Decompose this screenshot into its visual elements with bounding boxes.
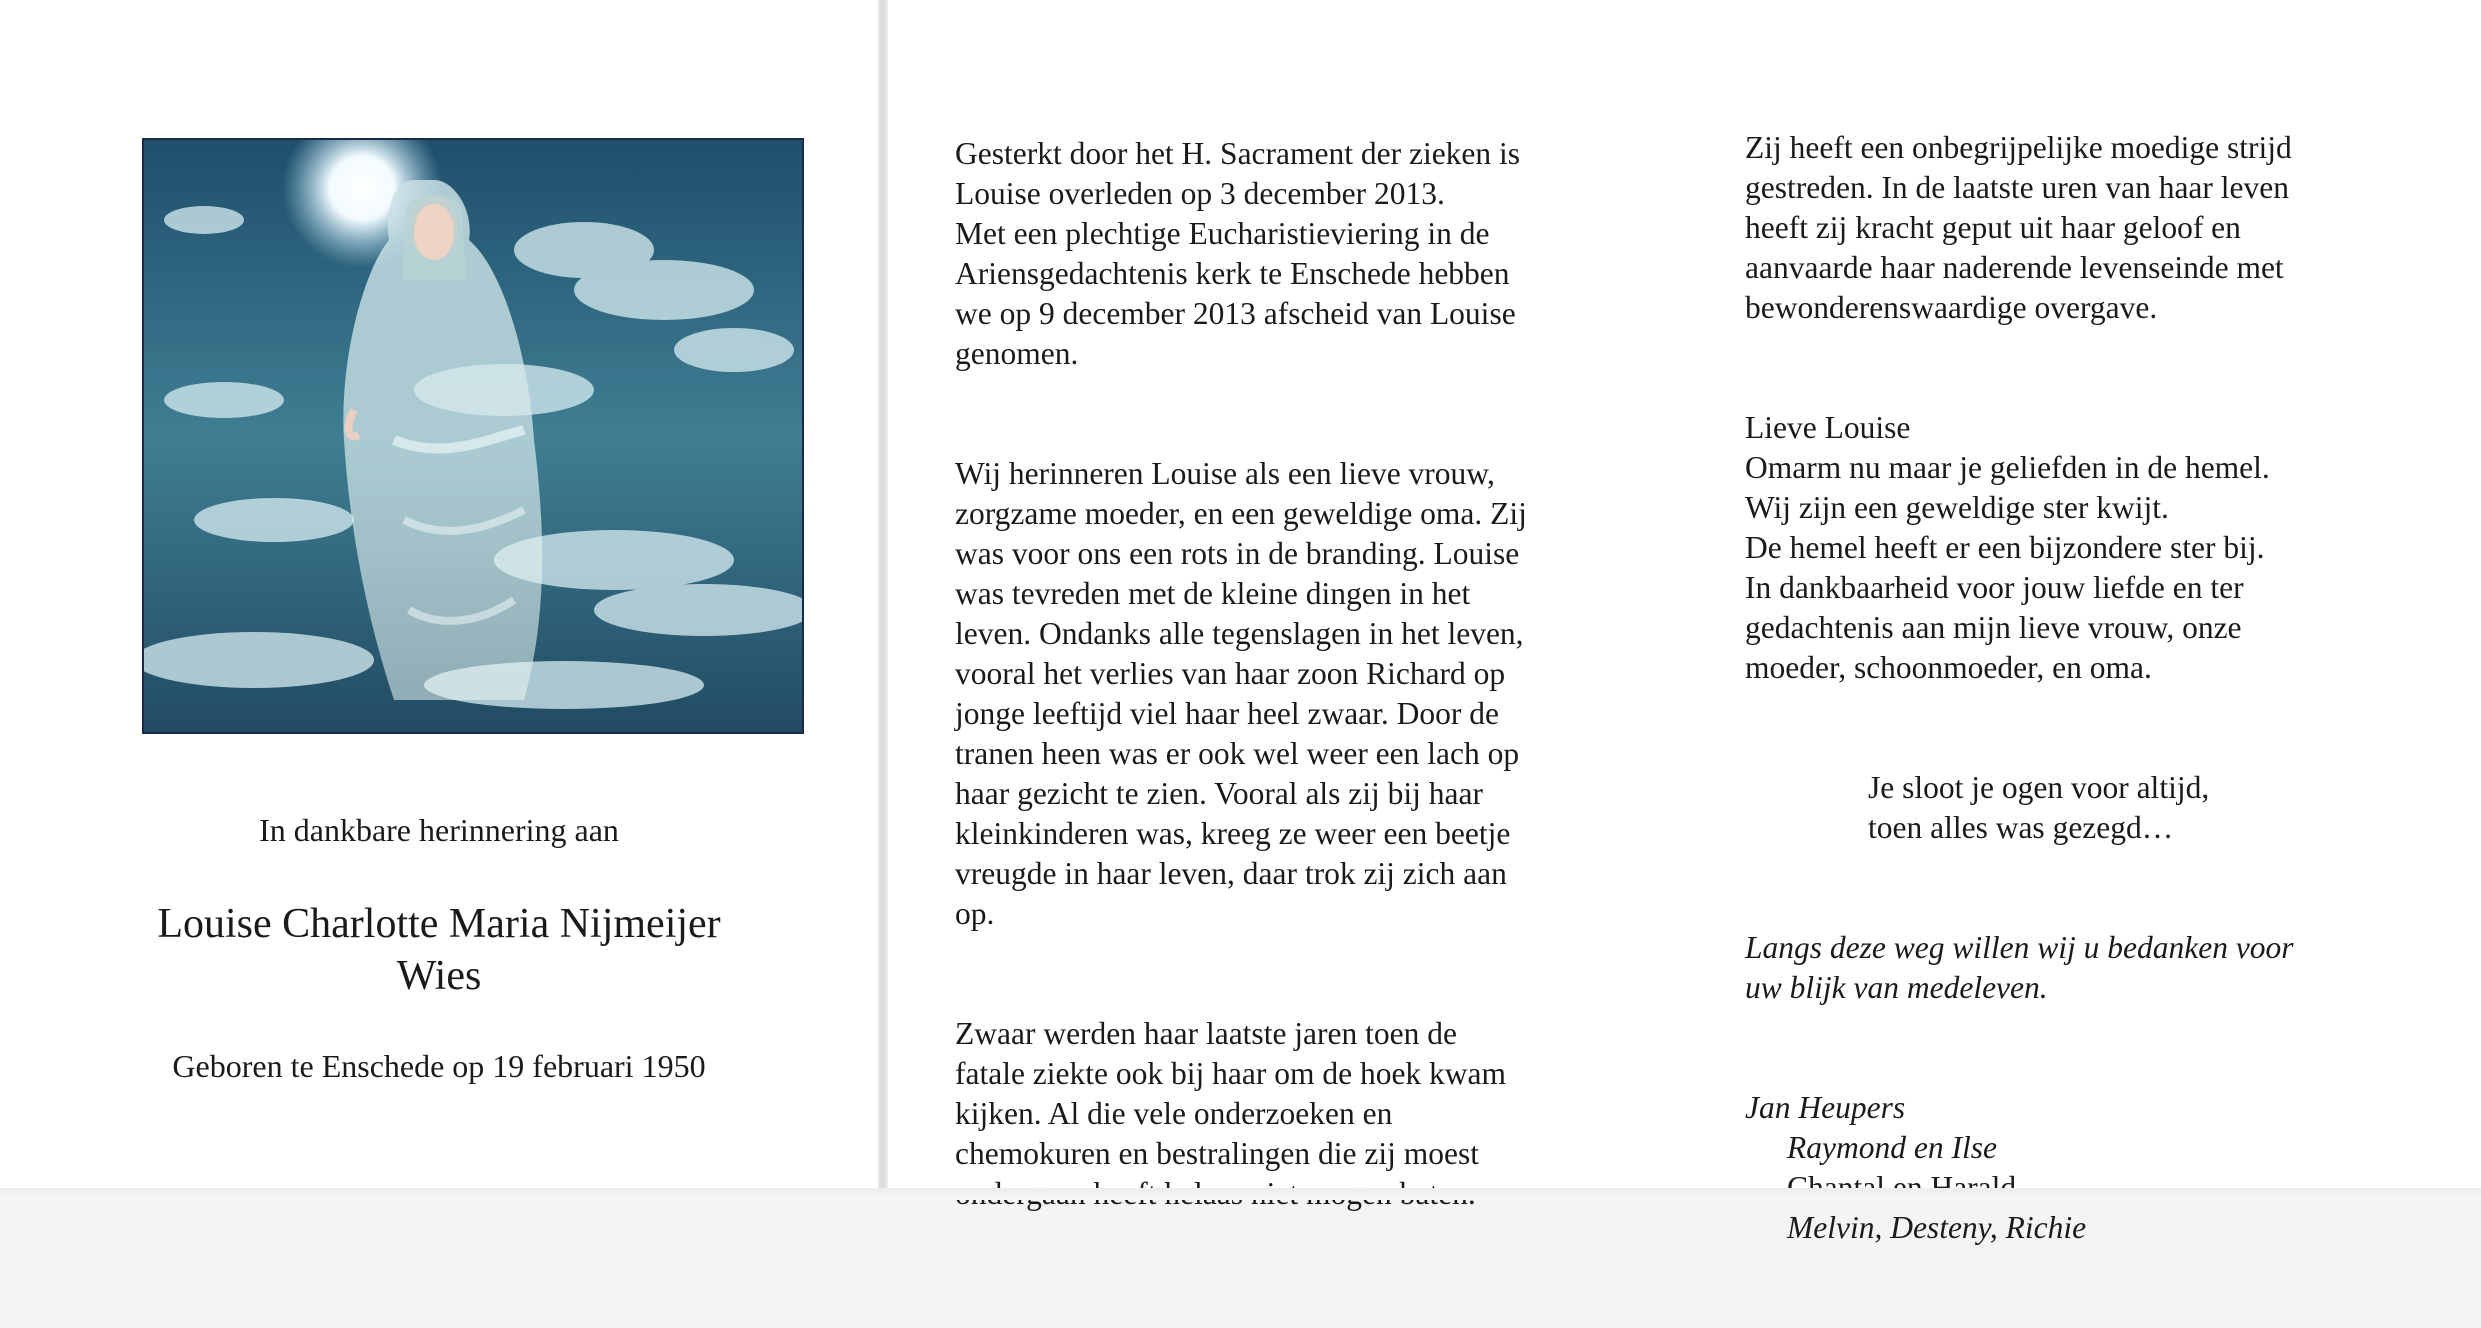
- signature-grandchildren: Melvin, Desteny, Richie: [1787, 1210, 2087, 1245]
- card-bottom-edge: [0, 1188, 2481, 1200]
- nickname: Wies: [396, 953, 482, 999]
- deceased-name: [0, 898, 878, 1002]
- birth-info: Geboren te Enschede op 19 februari 1950: [172, 1048, 706, 1084]
- madonna-illustration: [144, 140, 802, 732]
- paragraph-passing: Gesterkt door het H. Sacrament der zieken is Louise overleden op 3 december 2013. Met een plechtige Eucharistieviering in de Ariensgedachtenis kerk te Enschede hebben we op 9 december 2013 afscheid van Louise genomen.: [955, 136, 1521, 371]
- signature-husband: Jan Heupers: [1745, 1090, 1906, 1125]
- left-card-panel: [0, 0, 880, 1192]
- memorial-text-middle: [955, 94, 1675, 1294]
- paragraph-struggle: Zij heeft een onbegrijpelijke moedige strijd gestreden. In de laatste uren van haar leven heeft zij kracht geput uit haar geloof en aanvaarde haar naderende levenseinde met bewonderenswaardige overgave.: [1745, 130, 2292, 325]
- madonna-photo: [142, 138, 804, 734]
- closing-poem: Je sloot je ogen voor altijd, toen alles was gezegd…: [1868, 770, 2210, 845]
- signatures: [1745, 1088, 2445, 1248]
- paragraph-dear-louise: Lieve Louise Omarm nu maar je geliefden in de hemel. Wij zijn een geweldige ster kwijt. De hemel heeft er een bijzondere ster bij. In dankbaarheid voor jouw liefde en ter gedachtenis aan mijn lieve vrouw, onze moeder, schoonmoeder, en oma.: [1745, 410, 2270, 685]
- signature-family-1: Raymond en Ilse: [1787, 1130, 1997, 1165]
- card-fold: [878, 0, 888, 1200]
- paragraph-illness: Zwaar werden haar laatste jaren toen de fatale ziekte ook bij haar om de hoek kwam kijken. Al die vele onderzoeken en chemokuren en bestralingen die zij moest: [955, 1016, 1507, 1171]
- dedication-text: In dankbare herinnering aan: [259, 812, 619, 848]
- memorial-text-right: [1745, 88, 2445, 1328]
- full-name: Louise Charlotte Maria Nijmeijer: [157, 901, 721, 947]
- paragraph-remembrance: Wij herinneren Louise als een lieve vrouw, zorgzame moeder, en een geweldige oma. Zij was voor ons een rots in de branding. Louise was tevreden met de kleine dingen in het leven. Ondanks alle tegenslagen in het leven, vooral het verlies van haar zoon Richard op jonge leeftijd viel haar heel zwaar. Door de tranen heen was er ook wel weer een lach op haar gezicht te zien. Vooral als zij bij haar kleinkinderen was, kreeg ze weer een beetje vreugde in haar leven, daar trok zij zich aan op.: [955, 456, 1527, 931]
- thanks-text: Langs deze weg willen wij u bedanken voor uw blijk van medeleven.: [1745, 930, 2294, 1005]
